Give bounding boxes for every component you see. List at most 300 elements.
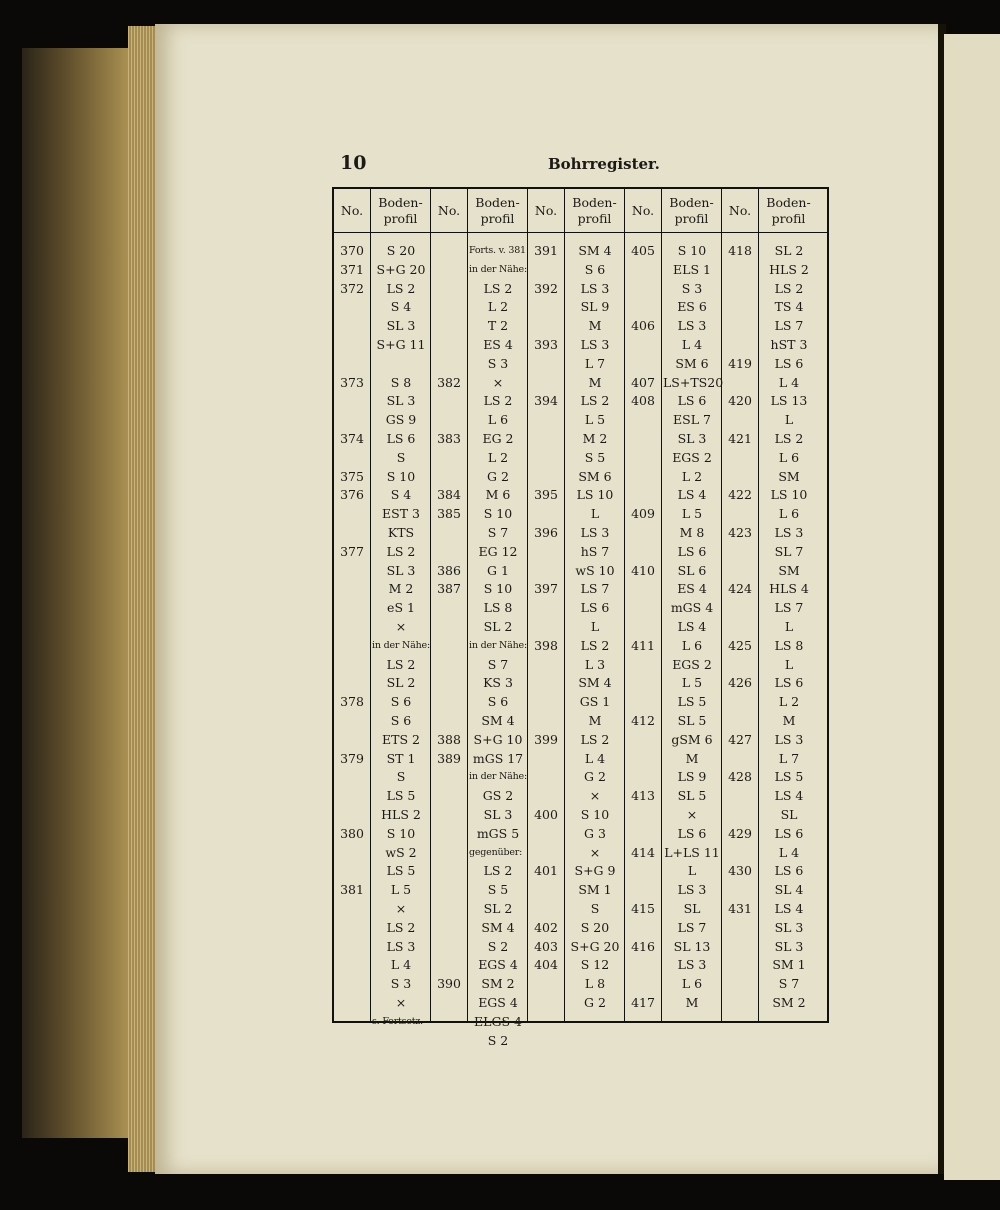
soil-profile-entry: LS 6: [677, 825, 707, 841]
soil-profile-entry: L 6: [681, 976, 703, 992]
boring-number: 421: [728, 431, 752, 446]
soil-profile-entry: SM 4: [578, 675, 612, 691]
soil-profile-entry: S 5: [487, 882, 509, 898]
soil-profile-entry: ST 1: [386, 750, 416, 766]
soil-profile-entry: M: [685, 995, 699, 1010]
soil-profile-entry: EGS 2: [672, 656, 712, 672]
column-rule: [370, 189, 371, 1021]
boring-number: 395: [534, 487, 558, 503]
soil-profile-entry: LS 7: [774, 318, 804, 334]
soil-profile-entry: L: [687, 863, 697, 879]
soil-profile-entry: LS 2: [386, 656, 416, 672]
boring-number: 406: [631, 318, 655, 334]
boring-number: 389: [437, 750, 461, 766]
soil-profile-entry: GS 1: [579, 694, 611, 710]
boring-number: 385: [437, 506, 461, 522]
soil-profile-entry: ETS 2: [382, 731, 420, 747]
soil-profile-entry: G 2: [487, 468, 509, 484]
soil-profile-entry: SL 3: [483, 807, 513, 822]
boring-number: 382: [437, 374, 461, 390]
soil-profile-entry: wS 2: [385, 844, 417, 860]
boring-number: 374: [340, 431, 364, 446]
soil-profile-entry: LS 5: [386, 863, 416, 879]
soil-profile-entry: HLS 2: [381, 807, 421, 822]
header-bodenprofil-line1: Boden-: [572, 194, 617, 210]
soil-profile-entry: S 7: [487, 656, 509, 672]
column-rule: [527, 189, 528, 1021]
header-no: No.: [728, 202, 752, 218]
boring-number: 405: [631, 243, 655, 258]
soil-profile-entry: LS 3: [774, 731, 804, 747]
soil-profile-entry: L: [590, 619, 600, 634]
soil-profile-entry: L 7: [778, 750, 800, 766]
soil-profile-entry: LS 6: [774, 863, 804, 879]
soil-profile-entry: S 7: [487, 525, 509, 540]
soil-profile-entry: G 2: [584, 995, 606, 1010]
boring-number: 418: [728, 243, 752, 258]
soil-profile-entry: LS 3: [580, 337, 610, 352]
soil-profile-entry: ×: [686, 807, 698, 822]
soil-profile-entry: SM 2: [481, 976, 515, 992]
soil-profile-entry: SL 9: [580, 299, 610, 315]
soil-profile-entry: mGS 4: [670, 600, 714, 616]
soil-profile-entry: SM: [778, 562, 800, 578]
soil-profile-entry: GS 9: [385, 412, 417, 428]
soil-profile-entry: S 2: [487, 938, 509, 954]
soil-profile-entry: LS 3: [677, 957, 707, 973]
book-page-stack: [22, 48, 137, 1138]
soil-profile-entry: LS+TS20: [663, 374, 724, 390]
soil-profile-entry: HLS 2: [769, 261, 809, 277]
soil-profile-entry: TS 4: [774, 299, 804, 315]
soil-profile-entry: S 3: [487, 355, 509, 371]
boring-number: 403: [534, 938, 558, 954]
header-bodenprofil-line2: profil: [674, 210, 709, 226]
soil-profile-entry: M: [782, 713, 796, 728]
soil-profile-entry: L 6: [778, 506, 800, 522]
soil-profile-entry: EGS 2: [672, 449, 712, 465]
soil-profile-entry: SM 6: [578, 468, 612, 484]
soil-profile-entry: S 10: [483, 581, 513, 597]
header-bodenprofil: [758, 189, 819, 232]
soil-profile-entry: S 10: [386, 825, 416, 841]
soil-profile-entry: LS 6: [774, 355, 804, 371]
soil-profile-entry: L 2: [778, 694, 800, 710]
page-title: Bohrregister.: [548, 155, 660, 173]
boring-number: 390: [437, 976, 461, 992]
soil-profile-entry: hS 7: [580, 543, 610, 559]
soil-profile-entry: S 3: [390, 976, 412, 992]
boring-number: 429: [728, 825, 752, 841]
soil-profile-entry: LS 2: [483, 863, 513, 879]
header-no: No.: [631, 202, 655, 218]
soil-profile-entry: S 4: [390, 487, 412, 503]
boring-number: 373: [340, 374, 364, 390]
soil-profile-entry: L 8: [584, 976, 606, 992]
soil-profile-entry: LS 13: [770, 393, 808, 409]
boring-number: 415: [631, 901, 655, 916]
soil-profile-entry: SM 1: [772, 957, 806, 973]
page-number: 10: [340, 152, 367, 174]
boring-number: 372: [340, 280, 364, 296]
soil-profile-entry: LS 4: [677, 487, 707, 503]
profile-note: in der Nähe:: [469, 639, 527, 651]
soil-profile-entry: LS 2: [580, 393, 610, 409]
soil-profile-entry: M 6: [485, 487, 511, 503]
soil-profile-entry: ELS 1: [673, 261, 711, 277]
soil-profile-entry: L 6: [681, 637, 703, 653]
soil-profile-entry: LS 6: [580, 600, 610, 616]
soil-profile-entry: KS 3: [483, 675, 513, 691]
boring-number: 424: [728, 581, 752, 597]
boring-number: 410: [631, 562, 655, 578]
soil-profile-entry: L 2: [681, 468, 703, 484]
soil-profile-entry: S+G 11: [376, 337, 426, 352]
soil-profile-entry: LS 2: [774, 280, 804, 296]
column-rule: [564, 189, 565, 1021]
soil-profile-entry: S 5: [584, 449, 606, 465]
soil-profile-entry: LS 4: [774, 788, 804, 804]
soil-profile-entry: L 7: [584, 355, 606, 371]
boring-number: 391: [534, 243, 558, 258]
soil-profile-entry: M: [588, 374, 602, 390]
soil-profile-entry: SM 2: [772, 995, 806, 1010]
soil-profile-entry: LS 9: [677, 769, 707, 785]
header-no: No.: [437, 202, 461, 218]
soil-profile-entry: S 6: [390, 713, 412, 728]
soil-profile-entry: L 4: [778, 844, 800, 860]
soil-profile-entry: L 6: [487, 412, 509, 428]
soil-profile-entry: SL 3: [677, 431, 707, 446]
soil-profile-entry: LS 8: [483, 600, 513, 616]
soil-profile-entry: ×: [589, 788, 601, 804]
soil-profile-entry: S 6: [390, 694, 412, 710]
soil-profile-entry: hST 3: [770, 337, 808, 352]
soil-profile-entry: L 4: [778, 374, 800, 390]
boring-number: 396: [534, 525, 558, 540]
boring-number: 412: [631, 713, 655, 728]
soil-profile-entry: eS 1: [387, 600, 415, 616]
boring-number: 379: [340, 750, 364, 766]
soil-profile-entry: LS 4: [677, 619, 707, 634]
boring-number: 397: [534, 581, 558, 597]
soil-profile-entry: LS 2: [386, 543, 416, 559]
soil-profile-entry: EGS 4: [478, 995, 518, 1010]
boring-number: 414: [631, 844, 655, 860]
header-rule: [334, 232, 827, 233]
soil-profile-entry: SL 7: [774, 543, 804, 559]
soil-profile-entry: M: [685, 750, 699, 766]
soil-profile-entry: L+LS 11: [664, 844, 720, 860]
boring-number: 398: [534, 637, 558, 653]
header-bodenprofil-line1: Boden-: [475, 194, 520, 210]
soil-profile-entry: LS 5: [677, 694, 707, 710]
boring-number: 408: [631, 393, 655, 409]
column-rule: [721, 189, 722, 1021]
boring-number: 378: [340, 694, 364, 710]
soil-profile-entry: SM 4: [578, 243, 612, 258]
soil-profile-entry: EG 2: [482, 431, 514, 446]
soil-profile-entry: LS 2: [483, 280, 513, 296]
header-bodenprofil-line2: profil: [480, 210, 515, 226]
soil-profile-entry: SL 3: [774, 938, 804, 954]
boring-number: 399: [534, 731, 558, 747]
soil-profile-entry: LS 6: [677, 543, 707, 559]
soil-profile-entry: SL 2: [483, 901, 513, 916]
soil-profile-entry: LS 6: [774, 675, 804, 691]
soil-profile-entry: LS 2: [580, 637, 610, 653]
boring-number: 380: [340, 825, 364, 841]
soil-profile-entry: LS 10: [770, 487, 808, 503]
soil-profile-entry: SL 3: [774, 919, 804, 935]
soil-profile-entry: ES 4: [677, 581, 707, 597]
soil-profile-entry: S 4: [390, 299, 412, 315]
soil-profile-entry: L 5: [390, 882, 412, 898]
soil-profile-entry: L 4: [390, 957, 412, 973]
boring-number: 419: [728, 355, 752, 371]
soil-profile-entry: SL 2: [386, 675, 416, 691]
soil-profile-entry: SL: [780, 807, 798, 822]
soil-profile-entry: SL: [683, 901, 701, 916]
soil-profile-entry: LS 4: [774, 901, 804, 916]
boring-number: 387: [437, 581, 461, 597]
profile-note: s. Fortsetz.: [372, 1015, 424, 1027]
soil-profile-entry: S+G 10: [473, 731, 523, 747]
soil-profile-entry: S 2: [487, 1032, 509, 1048]
soil-profile-entry: S: [396, 449, 406, 465]
soil-profile-entry: ELGS 4: [474, 1013, 522, 1029]
soil-profile-entry: SM 6: [675, 355, 709, 371]
soil-profile-entry: LS 6: [774, 825, 804, 841]
soil-profile-entry: LS 7: [677, 919, 707, 935]
soil-profile-entry: L 5: [681, 675, 703, 691]
soil-profile-entry: LS 2: [386, 280, 416, 296]
boring-number: 393: [534, 337, 558, 352]
boring-number: 392: [534, 280, 558, 296]
soil-profile-entry: L: [784, 412, 794, 428]
soil-profile-entry: L 6: [778, 449, 800, 465]
profile-note: Forts. v. 381: [469, 245, 526, 256]
soil-profile-entry: HLS 4: [769, 581, 809, 597]
soil-profile-entry: LS 6: [677, 393, 707, 409]
boring-number: 384: [437, 487, 461, 503]
soil-profile-entry: LS 6: [386, 431, 416, 446]
soil-profile-entry: LS 3: [386, 938, 416, 954]
soil-profile-entry: S 10: [483, 506, 513, 522]
soil-profile-entry: M 8: [679, 525, 705, 540]
soil-profile-entry: L 4: [584, 750, 606, 766]
soil-profile-entry: L 4: [681, 337, 703, 352]
soil-profile-entry: LS 5: [386, 788, 416, 804]
soil-profile-entry: L 5: [681, 506, 703, 522]
boring-number: 375: [340, 468, 364, 484]
soil-profile-entry: ×: [589, 844, 601, 860]
soil-profile-entry: SL 3: [386, 393, 416, 409]
soil-profile-entry: ES 4: [483, 337, 513, 352]
soil-profile-entry: LS 2: [580, 731, 610, 747]
header-bodenprofil: [370, 189, 431, 232]
soil-profile-entry: L 2: [487, 449, 509, 465]
soil-profile-entry: LS 3: [677, 882, 707, 898]
soil-profile-entry: LS 2: [386, 919, 416, 935]
boring-number: 383: [437, 431, 461, 446]
boring-number: 401: [534, 863, 558, 879]
soil-profile-entry: gSM 6: [671, 731, 713, 747]
boring-number: 376: [340, 487, 364, 503]
soil-profile-entry: T 2: [487, 318, 509, 334]
soil-profile-entry: S 10: [386, 468, 416, 484]
boring-number: 416: [631, 938, 655, 954]
boring-number: 394: [534, 393, 558, 409]
boring-number: 400: [534, 807, 558, 822]
soil-profile-entry: EST 3: [382, 506, 420, 522]
soil-profile-entry: ×: [395, 995, 407, 1010]
header-bodenprofil: [467, 189, 528, 232]
boring-number: 428: [728, 769, 752, 785]
boring-number: 425: [728, 637, 752, 653]
boring-number: 411: [631, 637, 655, 653]
soil-profile-entry: LS 3: [774, 525, 804, 540]
column-rule: [430, 189, 431, 1021]
profile-note: gegenüber:: [469, 846, 523, 858]
soil-profile-entry: LS 7: [580, 581, 610, 597]
soil-profile-entry: SL 5: [677, 713, 707, 728]
soil-profile-entry: SL 3: [386, 318, 416, 334]
boring-number: 420: [728, 393, 752, 409]
boring-number: 381: [340, 882, 364, 898]
soil-profile-entry: M: [588, 713, 602, 728]
soil-profile-entry: LS 3: [677, 318, 707, 334]
soil-profile-entry: G 3: [584, 825, 606, 841]
soil-profile-entry: SM 4: [481, 713, 515, 728]
soil-profile-entry: S 3: [681, 280, 703, 296]
soil-profile-entry: S 8: [390, 374, 412, 390]
soil-profile-entry: LS 3: [580, 280, 610, 296]
soil-profile-entry: M 2: [582, 431, 608, 446]
boring-number: 404: [534, 957, 558, 973]
soil-profile-entry: LS 3: [580, 525, 610, 540]
header-bodenprofil-line2: profil: [577, 210, 612, 226]
soil-profile-entry: SM 4: [481, 919, 515, 935]
header-no: No.: [340, 202, 364, 218]
soil-profile-entry: L: [784, 619, 794, 634]
boring-number: 431: [728, 901, 752, 916]
soil-profile-entry: S: [396, 769, 406, 785]
soil-profile-entry: ×: [492, 374, 504, 390]
column-rule: [758, 189, 759, 1021]
soil-profile-entry: M 2: [388, 581, 414, 597]
header-bodenprofil-line2: profil: [771, 210, 806, 226]
soil-profile-entry: SL 4: [774, 882, 804, 898]
soil-profile-entry: wS 10: [575, 562, 615, 578]
boring-number: 388: [437, 731, 461, 747]
soil-profile-entry: M: [588, 318, 602, 334]
soil-profile-entry: LS 10: [576, 487, 614, 503]
soil-profile-entry: SL 2: [774, 243, 804, 258]
soil-profile-entry: ×: [395, 619, 407, 634]
soil-profile-entry: G 2: [584, 769, 606, 785]
header-no: No.: [534, 202, 558, 218]
soil-profile-entry: KTS: [387, 525, 415, 540]
facing-page: [944, 34, 1000, 1180]
soil-profile-entry: S: [590, 901, 600, 916]
header-bodenprofil-line1: Boden-: [378, 194, 423, 210]
soil-profile-entry: S 10: [677, 243, 707, 258]
soil-profile-entry: SM: [778, 468, 800, 484]
column-rule: [467, 189, 468, 1021]
header-bodenprofil: [661, 189, 722, 232]
soil-profile-entry: S+G 9: [574, 863, 616, 879]
soil-profile-entry: S 6: [584, 261, 606, 277]
soil-profile-entry: G 1: [487, 562, 509, 578]
soil-profile-entry: L 2: [487, 299, 509, 315]
soil-profile-entry: GS 2: [482, 788, 514, 804]
soil-profile-entry: LS 2: [774, 431, 804, 446]
soil-profile-entry: mGS 17: [472, 750, 524, 766]
boring-number: 427: [728, 731, 752, 747]
soil-profile-entry: EG 12: [478, 543, 518, 559]
boring-number: 386: [437, 562, 461, 578]
boring-number: 430: [728, 863, 752, 879]
soil-profile-entry: LS 5: [774, 769, 804, 785]
soil-profile-entry: S+G 20: [570, 938, 620, 954]
soil-profile-entry: S 10: [580, 807, 610, 822]
soil-profile-entry: L: [590, 506, 600, 522]
boring-number: 422: [728, 487, 752, 503]
header-bodenprofil-line1: Boden-: [766, 194, 811, 210]
profile-note: in der Nähe:: [372, 639, 430, 651]
column-rule: [661, 189, 662, 1021]
boring-number: 417: [631, 995, 655, 1010]
soil-profile-entry: SL 2: [483, 619, 513, 634]
soil-profile-entry: L 3: [584, 656, 606, 672]
soil-profile-entry: S 7: [778, 976, 800, 992]
soil-profile-entry: S 6: [487, 694, 509, 710]
soil-profile-entry: mGS 5: [476, 825, 520, 841]
boring-number: 377: [340, 543, 364, 559]
boring-number: 409: [631, 506, 655, 522]
soil-profile-entry: ×: [395, 901, 407, 916]
soil-profile-entry: S 12: [580, 957, 610, 973]
soil-profile-entry: LS 8: [774, 637, 804, 653]
boring-number: 407: [631, 374, 655, 390]
boring-number: 426: [728, 675, 752, 691]
soil-profile-entry: SL 3: [386, 562, 416, 578]
profile-note: in der Nähe:: [469, 771, 527, 783]
soil-profile-entry: L 5: [584, 412, 606, 428]
boring-number: 402: [534, 919, 558, 935]
boring-number: 413: [631, 788, 655, 804]
soil-profile-entry: L: [784, 656, 794, 672]
soil-profile-entry: SM 1: [578, 882, 612, 898]
soil-profile-entry: S 20: [580, 919, 610, 935]
soil-profile-entry: SL 6: [677, 562, 707, 578]
soil-profile-entry: ES 6: [677, 299, 707, 315]
soil-profile-entry: ESL 7: [673, 412, 711, 428]
header-bodenprofil-line1: Boden-: [669, 194, 714, 210]
boring-number: 371: [340, 261, 364, 277]
header-bodenprofil: [564, 189, 625, 232]
soil-profile-entry: LS 7: [774, 600, 804, 616]
header-bodenprofil-line2: profil: [383, 210, 418, 226]
soil-profile-entry: EGS 4: [478, 957, 518, 973]
boring-number: 370: [340, 243, 364, 258]
boring-number: 423: [728, 525, 752, 540]
soil-profile-entry: SL 13: [673, 938, 711, 954]
soil-profile-entry: SL 5: [677, 788, 707, 804]
bohrregister-table: [332, 187, 829, 1048]
soil-profile-entry: S+G 20: [376, 261, 426, 277]
